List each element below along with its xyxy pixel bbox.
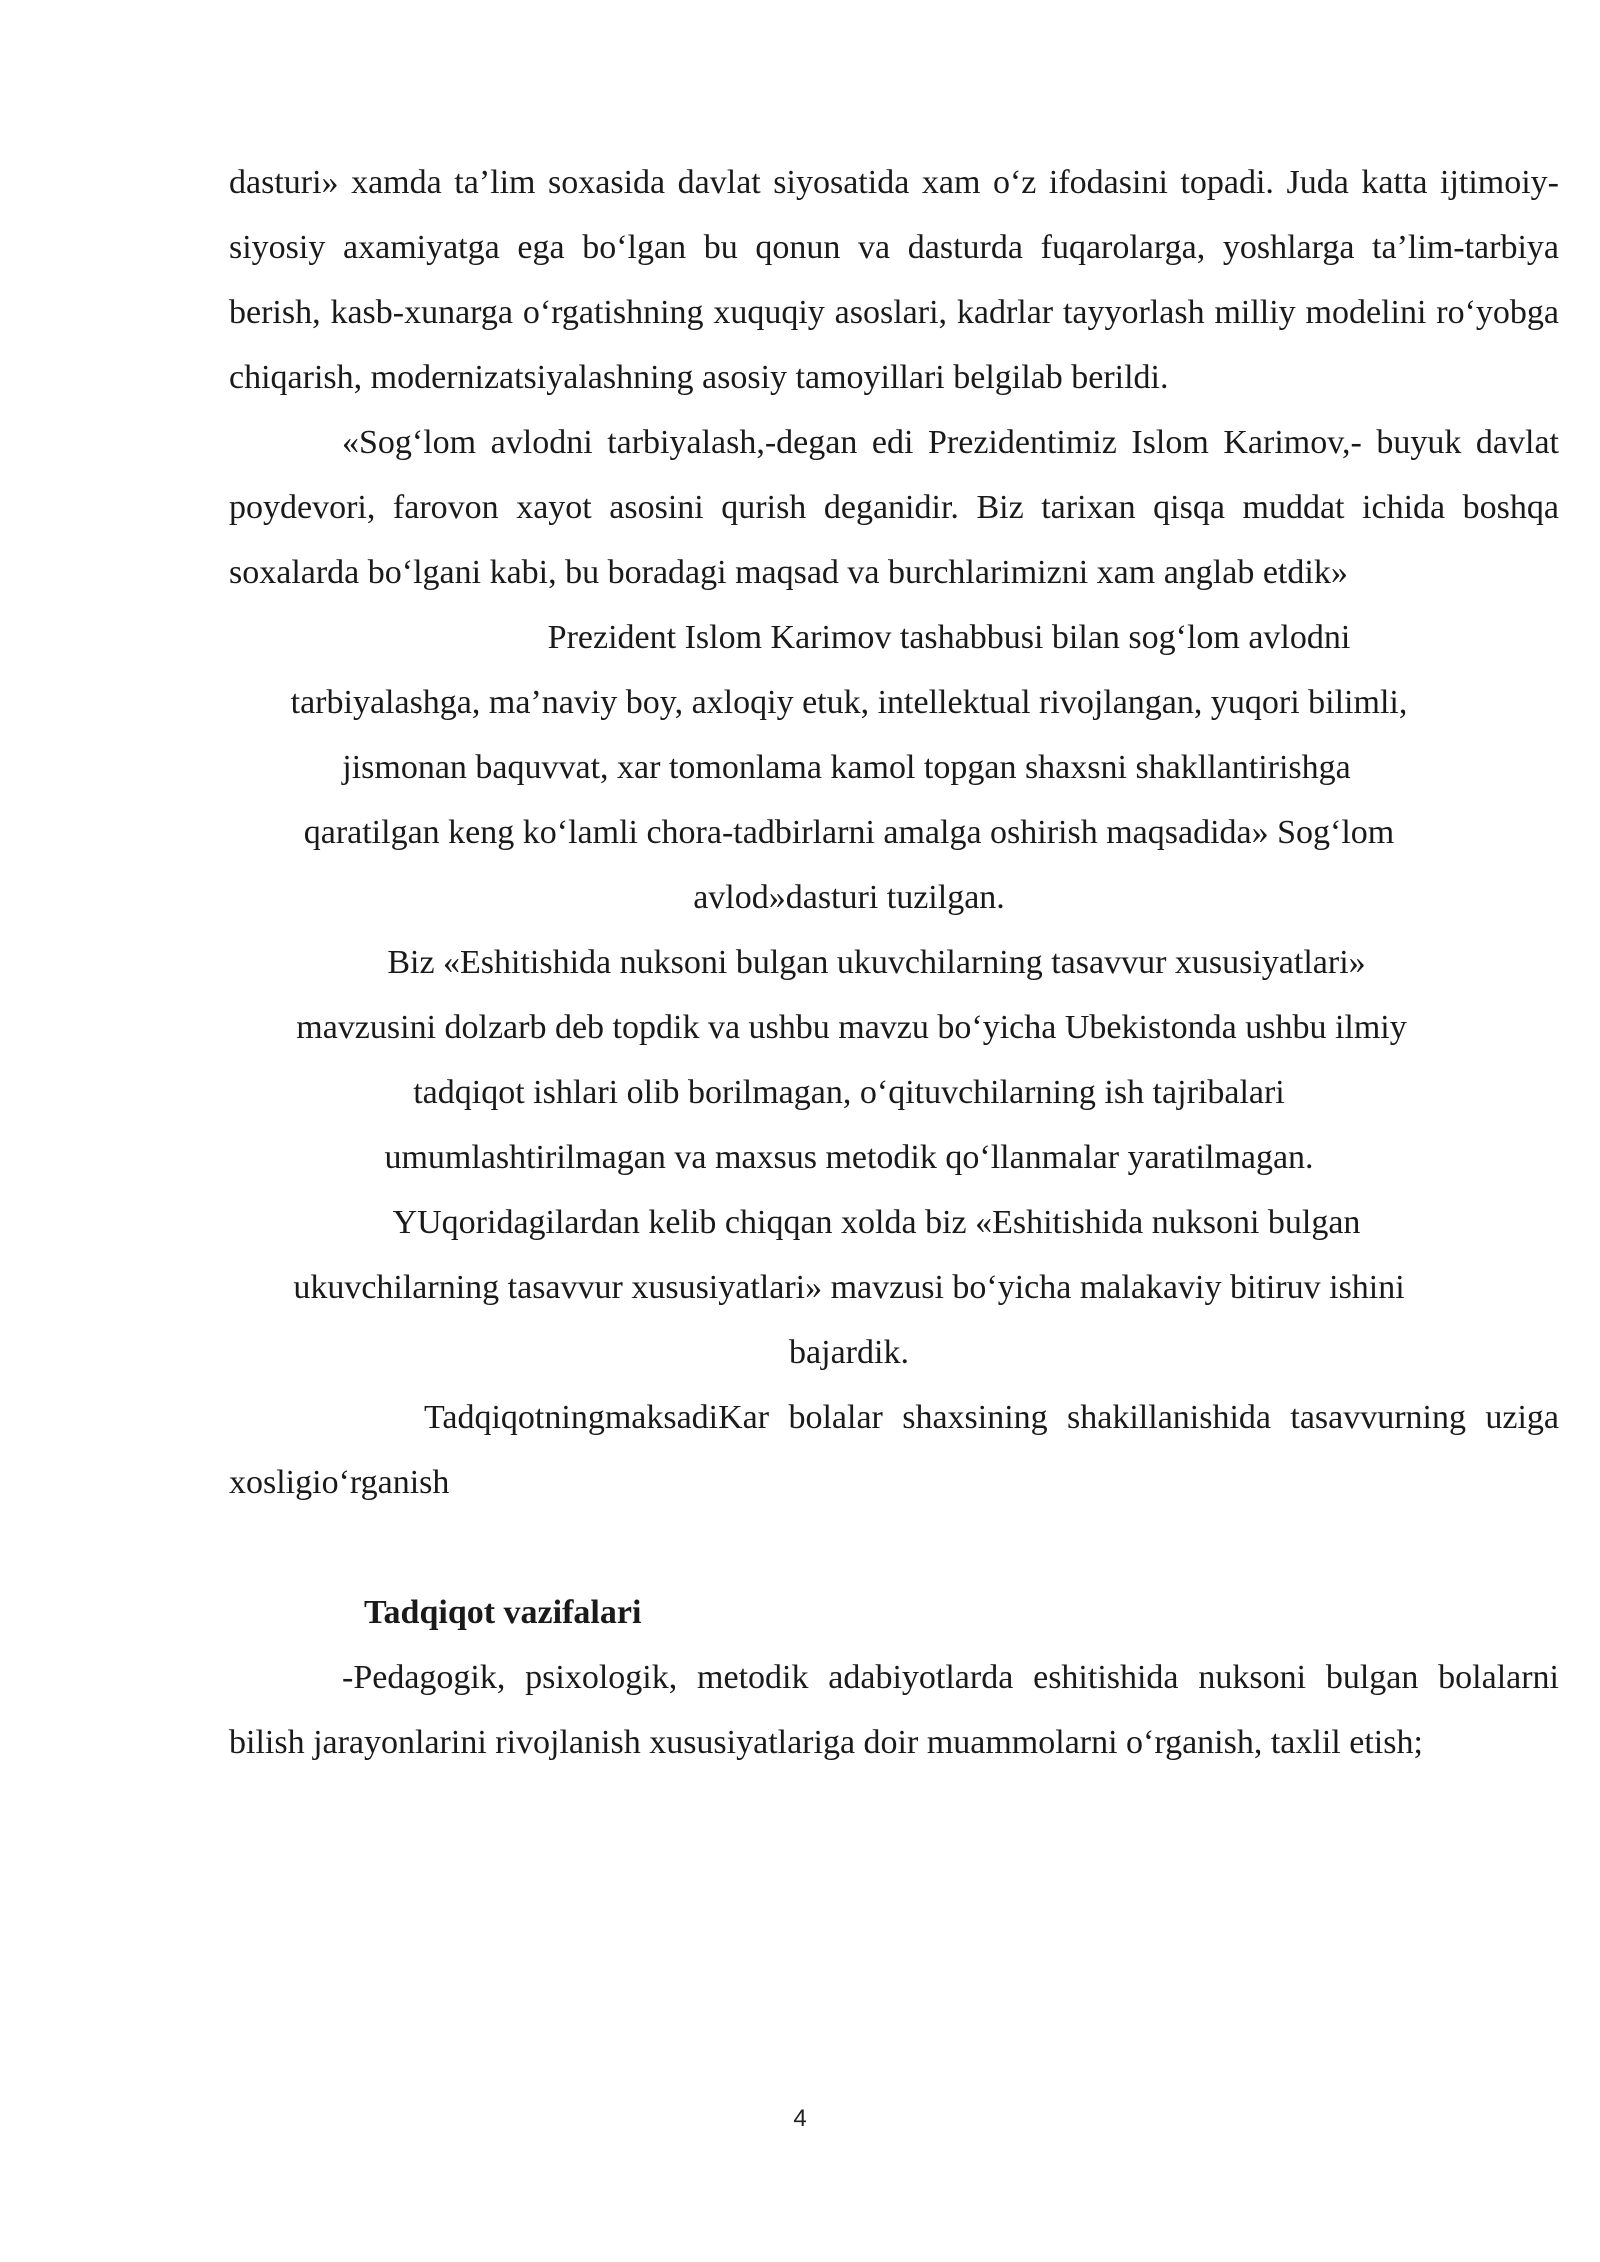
text-line: tarbiyalashga, ma’naviy boy, axloqiy etuk, intellektual rivojlangan, yuqori bilimli, [290,684,1408,721]
paragraph-president-quote: «Sog‘lom avlodni tarbiyalash,-degan edi Prezidentimiz Islom Karimov,- buyuk davlat poydevori, farovon xayot asosini qurish deganidir. Biz tarixan qisqa muddat ichida boshqa soxalarda bo‘lgani kabi, bu boradagi maqsad va burchlarimizni xam anglab etdik» [229,424,1559,591]
text-line: Biz «Eshitishida nuksoni bulgan ukuvchilarning tasavvur xususiyatlari» [387,944,1366,981]
text-line: ukuvchilarning tasavvur xususiyatlari» mavzusi bo‘yicha malakaviy bitiruv ishini [293,1269,1405,1306]
paragraph-research-task: -Pedagogik, psixologik, metodik adabiyotlarda eshitishida nuksoni bulgan bolalarni bilish jarayonlarini rivojlanish xususiyatlariga doir muammolarni o‘rganish, taxlil etish; [229,1659,1559,1761]
paragraph-topic-relevance [229,930,1559,1190]
text-line: Prezident Islom Karimov tashabbusi bilan sog‘lom avlodni [547,619,1351,656]
text-line: avlod»dasturi tuzilgan. [693,879,1005,916]
text-line: tadqiqot ishlari olib borilmagan, o‘qituvchilarning ish tajribalari [413,1074,1285,1111]
text-line: jismonan baquvvat, xar tomonlama kamol topgan shaxsni shakllantirishga [342,749,1351,786]
paragraph-program-law: dasturi» xamda ta’lim soxasida davlat siyosatida xam o‘z ifodasini topadi. Juda katta ijtimoiy-siyosiy axamiyatga ega bo‘lgan bu qonun va dasturda fuqarolarga, yoshlarga ta’lim-tarbiya berish, kasb-xunarga o‘rgatishning xuquqiy asoslari, kadrlar tayyorlash milliy modelini ro‘yobga chiqarish, modernizatsiyalashning asosiy tamoyillari belgilab berildi. [229,164,1559,396]
text-line: YUqoridagilardan kelib chiqqan xolda biz «Eshitishida nuksoni bulgan [392,1204,1361,1241]
paragraph-research-goal: TadqiqotningmaksadiKar bolalar shaxsining shakillanishida tasavvurning uziga xosligio‘rganish [229,1399,1559,1501]
text-line: umumlashtirilmagan va maxsus metodik qo‘llanmalar yaratilmagan. [384,1139,1314,1176]
document-body [229,150,1559,1775]
paragraph-healthy-generation-program [229,605,1559,930]
section-heading: Tadqiqot vazifalari [364,1594,642,1631]
text-line: qaratilgan keng ko‘lamli chora-tadbirlarni amalga oshirish maqsadida» Sog‘lom [303,814,1395,851]
page-number: 4 [793,2105,807,2132]
text-line: bajardik. [789,1334,909,1371]
text-line: mavzusini dolzarb deb topdik va ushbu mavzu bo‘yicha Ubekistonda ushbu ilmiy [296,1009,1407,1046]
paragraph-thesis-statement [229,1190,1559,1385]
